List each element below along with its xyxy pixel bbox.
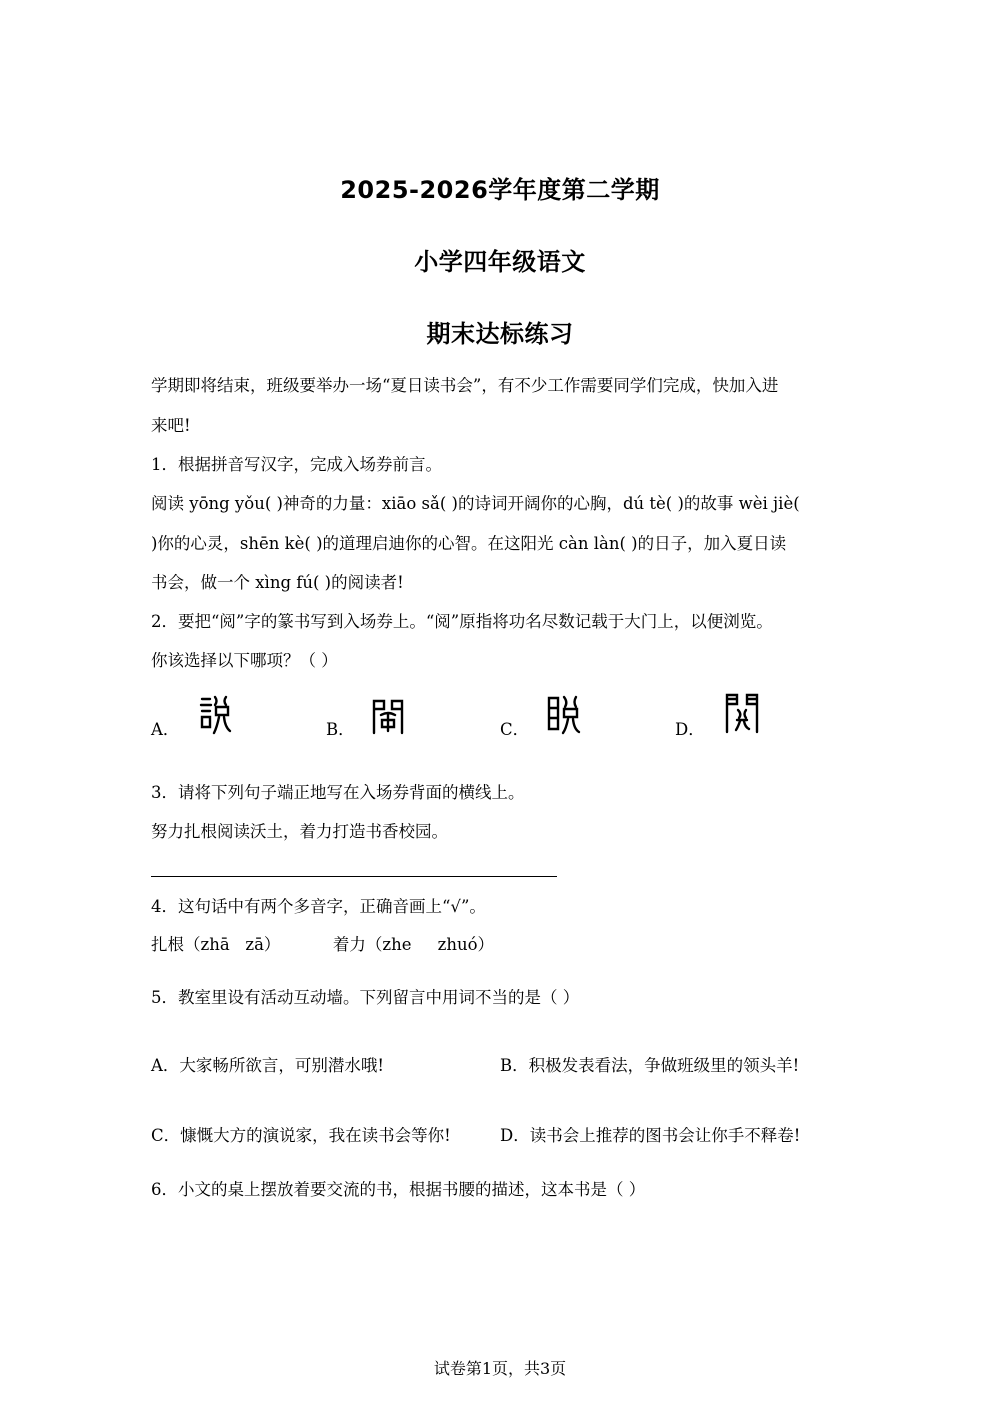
page-footer: 试卷第1页，共3页: [433, 1359, 567, 1378]
q3-sentence: 努力扎根阅读沃土，着力打造书香校园。: [151, 822, 448, 841]
intro-line-2: 来吧!: [151, 416, 191, 435]
q5-option-a[interactable]: A．大家畅所欲言，可别潜水哦!: [151, 1056, 385, 1075]
seal-char-men-gate-icon[interactable]: [724, 692, 760, 734]
q6-stem: 6．小文的桌上摆放着要交流的书，根据书腰的描述，这本书是（ ）: [151, 1180, 646, 1199]
q2-stem-2: 你该选择以下哪项？（ ）: [151, 651, 338, 670]
exam-title-subject: 小学四年级语文: [414, 248, 586, 276]
exam-title-year: 2025-2026学年度第二学期: [340, 176, 660, 204]
q2-option-a-label[interactable]: A．: [151, 720, 180, 739]
q4-stem: 4．这句话中有两个多音字，正确音画上“√”。: [151, 897, 486, 916]
q1-stem: 1．根据拼音写汉字，完成入场券前言。: [151, 455, 442, 474]
seal-char-yue-speech-icon[interactable]: [198, 693, 234, 735]
exam-title-type: 期末达标练习: [426, 320, 574, 348]
q1-line-3: 书会，做一个 xìng fú( )的阅读者!: [151, 573, 404, 592]
seal-char-gate-enclosure-icon[interactable]: [371, 697, 405, 735]
q5-stem: 5．教室里设有活动互动墙。下列留言中用词不当的是（ ）: [151, 988, 580, 1007]
seal-char-eye-icon[interactable]: [546, 693, 582, 735]
intro-line-1: 学期即将结束，班级要举办一场“夏日读书会”，有不少工作需要同学们完成，快加入进: [151, 376, 779, 395]
q3-stem: 3．请将下列句子端正地写在入场券背面的横线上。: [151, 783, 525, 802]
q1-line-1: 阅读 yōng yǒu( )神奇的力量：xiāo sǎ( )的诗词开阔你的心胸，dú tè( )的故事 wèi jiè(: [151, 494, 800, 513]
q2-stem-1: 2．要把“阅”字的篆书写到入场券上。“阅”原指将功名尽数记载于大门上，以便浏览。: [151, 612, 773, 631]
q5-option-b[interactable]: B．积极发表看法，争做班级里的领头羊!: [500, 1056, 800, 1075]
q2-option-d-label[interactable]: D．: [675, 720, 705, 739]
q2-option-c-label[interactable]: C．: [500, 720, 530, 739]
q5-option-d[interactable]: D．读书会上推荐的图书会让你手不释卷!: [500, 1126, 801, 1145]
q4-pinyin-choices[interactable]: 扎根（zhā zā） 着力（zhe zhuó）: [151, 935, 495, 954]
q5-option-c[interactable]: C．慷慨大方的演说家，我在读书会等你!: [151, 1126, 451, 1145]
q3-answer-line[interactable]: [151, 876, 557, 877]
q1-line-2: )你的心灵，shēn kè( )的道理启迪你的心智。在这阳光 càn làn( )的日子，加入夏日读: [151, 534, 787, 553]
q2-option-b-label[interactable]: B．: [326, 720, 355, 739]
